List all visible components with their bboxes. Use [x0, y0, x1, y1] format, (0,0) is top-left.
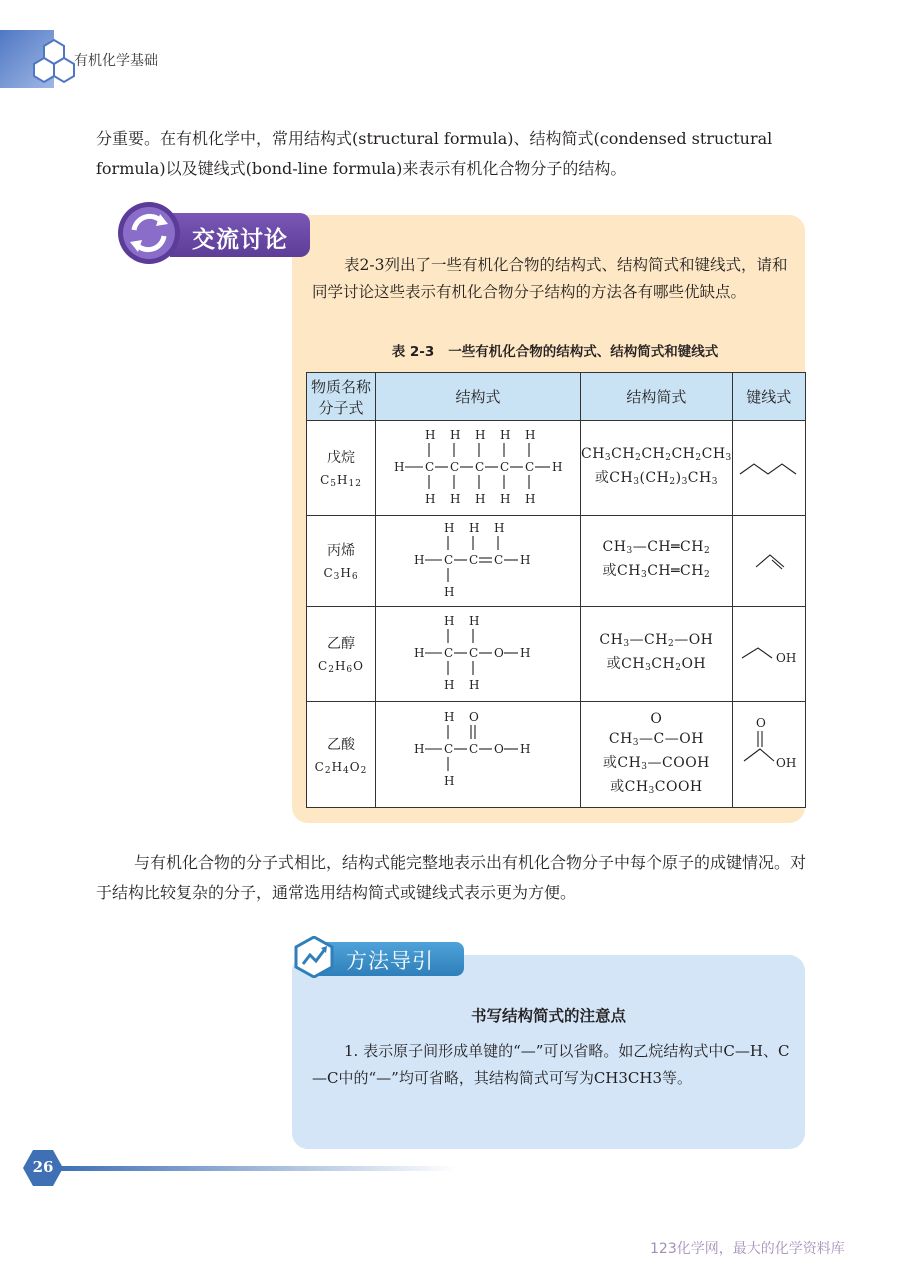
- svg-text:C: C: [444, 553, 454, 567]
- name-cell: [307, 516, 376, 607]
- table-row: [307, 516, 806, 607]
- condensed-line: $CH_3—C—OH$: [608, 730, 704, 748]
- svg-text:H: H: [469, 614, 480, 628]
- bond-line-cell: [732, 516, 805, 607]
- svg-text:C: C: [444, 646, 454, 660]
- svg-text:C: C: [425, 460, 435, 474]
- footer-line: [58, 1166, 458, 1171]
- svg-text:H: H: [494, 521, 505, 535]
- compound-formula: $C_2H_4O_2$: [314, 759, 368, 776]
- table-caption-text: 一些有机化合物的结构式、结构简式和键线式: [448, 344, 719, 360]
- ethanol-structural-formula: [378, 607, 578, 697]
- svg-text:C: C: [444, 741, 454, 756]
- name-cell: [307, 702, 376, 808]
- compound-formula: $C_2H_6O$: [318, 659, 364, 675]
- propene-structural-formula: [378, 516, 578, 602]
- header-name: 物质名称: [310, 377, 371, 396]
- svg-text:H: H: [394, 460, 405, 474]
- acetic-acid-bond-line: [736, 713, 802, 793]
- method-title: 方法导引: [346, 949, 434, 973]
- structural-formula-cell: [376, 702, 581, 808]
- svg-text:H: H: [475, 492, 486, 506]
- svg-text:H: H: [469, 678, 480, 692]
- svg-text:OH: OH: [775, 755, 797, 770]
- condensed-formula-cell: [581, 516, 733, 607]
- svg-text:C: C: [450, 460, 460, 474]
- condensed-formula-cell: [581, 607, 733, 702]
- svg-text:H: H: [414, 741, 425, 756]
- svg-text:H: H: [475, 428, 486, 442]
- hexagon-logo-icon: [32, 38, 76, 84]
- svg-text:C: C: [500, 460, 510, 474]
- condensed-line: 或$CH_3CH_2OH$: [606, 656, 707, 673]
- svg-text:O: O: [755, 715, 766, 730]
- svg-text:H: H: [444, 773, 455, 788]
- svg-text:H: H: [525, 492, 536, 506]
- svg-text:H: H: [414, 553, 425, 567]
- svg-text:O: O: [469, 709, 479, 724]
- propene-bond-line: [736, 539, 802, 579]
- svg-text:C: C: [525, 460, 535, 474]
- svg-text:H: H: [520, 553, 531, 567]
- structure-table: [306, 372, 806, 808]
- svg-text:H: H: [500, 492, 511, 506]
- table-number: 表 2-3: [391, 344, 435, 360]
- svg-text:H: H: [552, 460, 563, 474]
- compound-formula: $C_3H_6$: [323, 566, 359, 582]
- bonds-bottom: [429, 475, 529, 489]
- svg-text:H: H: [444, 709, 455, 724]
- header-bond-line: 键线式: [732, 373, 805, 421]
- name-cell: [307, 421, 376, 516]
- bond-line-cell: [732, 607, 805, 702]
- svg-text:H: H: [425, 428, 436, 442]
- svg-text:O: O: [494, 741, 504, 756]
- header-formula: 分子式: [318, 398, 364, 417]
- svg-text:C: C: [469, 553, 479, 567]
- table-header-row: [307, 373, 806, 421]
- page-number: 26: [32, 1158, 54, 1176]
- svg-text:H: H: [469, 521, 480, 535]
- bond-line-cell: [732, 702, 805, 808]
- svg-text:H: H: [450, 492, 461, 506]
- table-caption: [292, 340, 818, 360]
- compound-name: 乙醇: [327, 636, 355, 652]
- h-atoms-bottom: [425, 492, 535, 506]
- svg-text:H: H: [520, 646, 531, 660]
- structural-formula-cell: [376, 516, 581, 607]
- svg-text:C: C: [469, 741, 479, 756]
- svg-text:H: H: [500, 428, 511, 442]
- condensed-line: $CH_3—CH═CH_2$: [602, 539, 711, 556]
- discussion-title: 交流讨论: [192, 227, 288, 253]
- compound-name: 丙烯: [327, 543, 355, 559]
- pentane-structural-formula: [378, 421, 578, 511]
- compound-name: 戊烷: [327, 450, 355, 466]
- svg-text:OH: OH: [775, 651, 797, 665]
- condensed-formula-cell: [581, 702, 733, 808]
- svg-text:C: C: [494, 553, 504, 567]
- method-heading: 书写结构简式的注意点: [470, 1007, 626, 1025]
- pentane-bond-line: [736, 446, 802, 486]
- header-structural: 结构式: [376, 373, 581, 421]
- compound-formula: $C_5H_{12}$: [320, 473, 362, 489]
- exchange-arrows-icon: [116, 200, 182, 266]
- h-atoms-top: [425, 428, 535, 442]
- discussion-text: 表2-3列出了一些有机化合物的结构式、结构简式和键线式，请和同学讨论这些表示有机化合物分子结构的方法各有哪些优缺点。: [312, 256, 788, 301]
- svg-text:H: H: [450, 428, 461, 442]
- bond-line-cell: [732, 421, 805, 516]
- table-row: [307, 421, 806, 516]
- svg-text:H: H: [520, 741, 531, 756]
- svg-text:C: C: [469, 646, 479, 660]
- after-paragraph: 与有机化合物的分子式相比，结构式能完整地表示出有机化合物分子中每个原子的成键情况。对于结构比较复杂的分子，通常选用结构简式或键线式表示更为方便。: [96, 853, 807, 902]
- svg-text:H: H: [444, 585, 455, 599]
- intro-paragraph: 分重要。在有机化学中，常用结构式(structural formula)、结构简式(condensed structural formula)以及键线式(bond-line formula)来表示有机化合物分子的结构。: [96, 129, 773, 178]
- condensed-line: 或$CH_3—COOH$: [602, 754, 710, 772]
- book-title: 有机化学基础: [74, 53, 158, 69]
- name-cell: [307, 607, 376, 702]
- svg-text:H: H: [525, 428, 536, 442]
- chart-trend-icon: [293, 936, 335, 978]
- structural-formula-cell: [376, 607, 581, 702]
- method-text: 1. 表示原子间形成单键的“—”可以省略。如乙烷结构式中C—H、C—C中的“—”均可省略，其结构简式可写为CH3CH3等。: [312, 1042, 790, 1087]
- compound-name: 乙酸: [327, 736, 355, 753]
- condensed-line: O: [650, 710, 663, 727]
- header-name-formula: [307, 373, 376, 421]
- svg-text:H: H: [444, 614, 455, 628]
- svg-text:O: O: [494, 646, 504, 660]
- svg-text:H: H: [444, 678, 455, 692]
- table-row: [307, 607, 806, 702]
- structural-formula-cell: [376, 421, 581, 516]
- condensed-line: 或$CH_3CH═CH_2$: [602, 563, 711, 580]
- ethanol-bond-line: [736, 632, 802, 672]
- table-row: [307, 702, 806, 808]
- svg-text:C: C: [475, 460, 485, 474]
- watermark: 123化学网，最大的化学资料库: [650, 1241, 845, 1257]
- bonds-top: [429, 443, 529, 457]
- svg-text:H: H: [425, 492, 436, 506]
- condensed-line: $CH_3—CH_2—OH$: [599, 632, 714, 649]
- condensed-line: 或$CH_3(CH_2)_3CH_3$: [594, 470, 718, 487]
- acetic-acid-structural-formula: [378, 703, 578, 803]
- svg-text:H: H: [414, 646, 425, 660]
- condensed-line: 或$CH_3COOH$: [610, 778, 703, 796]
- svg-text:H: H: [444, 521, 455, 535]
- condensed-line: $CH_3CH_2CH_2CH_2CH_3$: [581, 446, 732, 463]
- condensed-formula-cell: [581, 421, 733, 516]
- header-condensed: 结构简式: [581, 373, 733, 421]
